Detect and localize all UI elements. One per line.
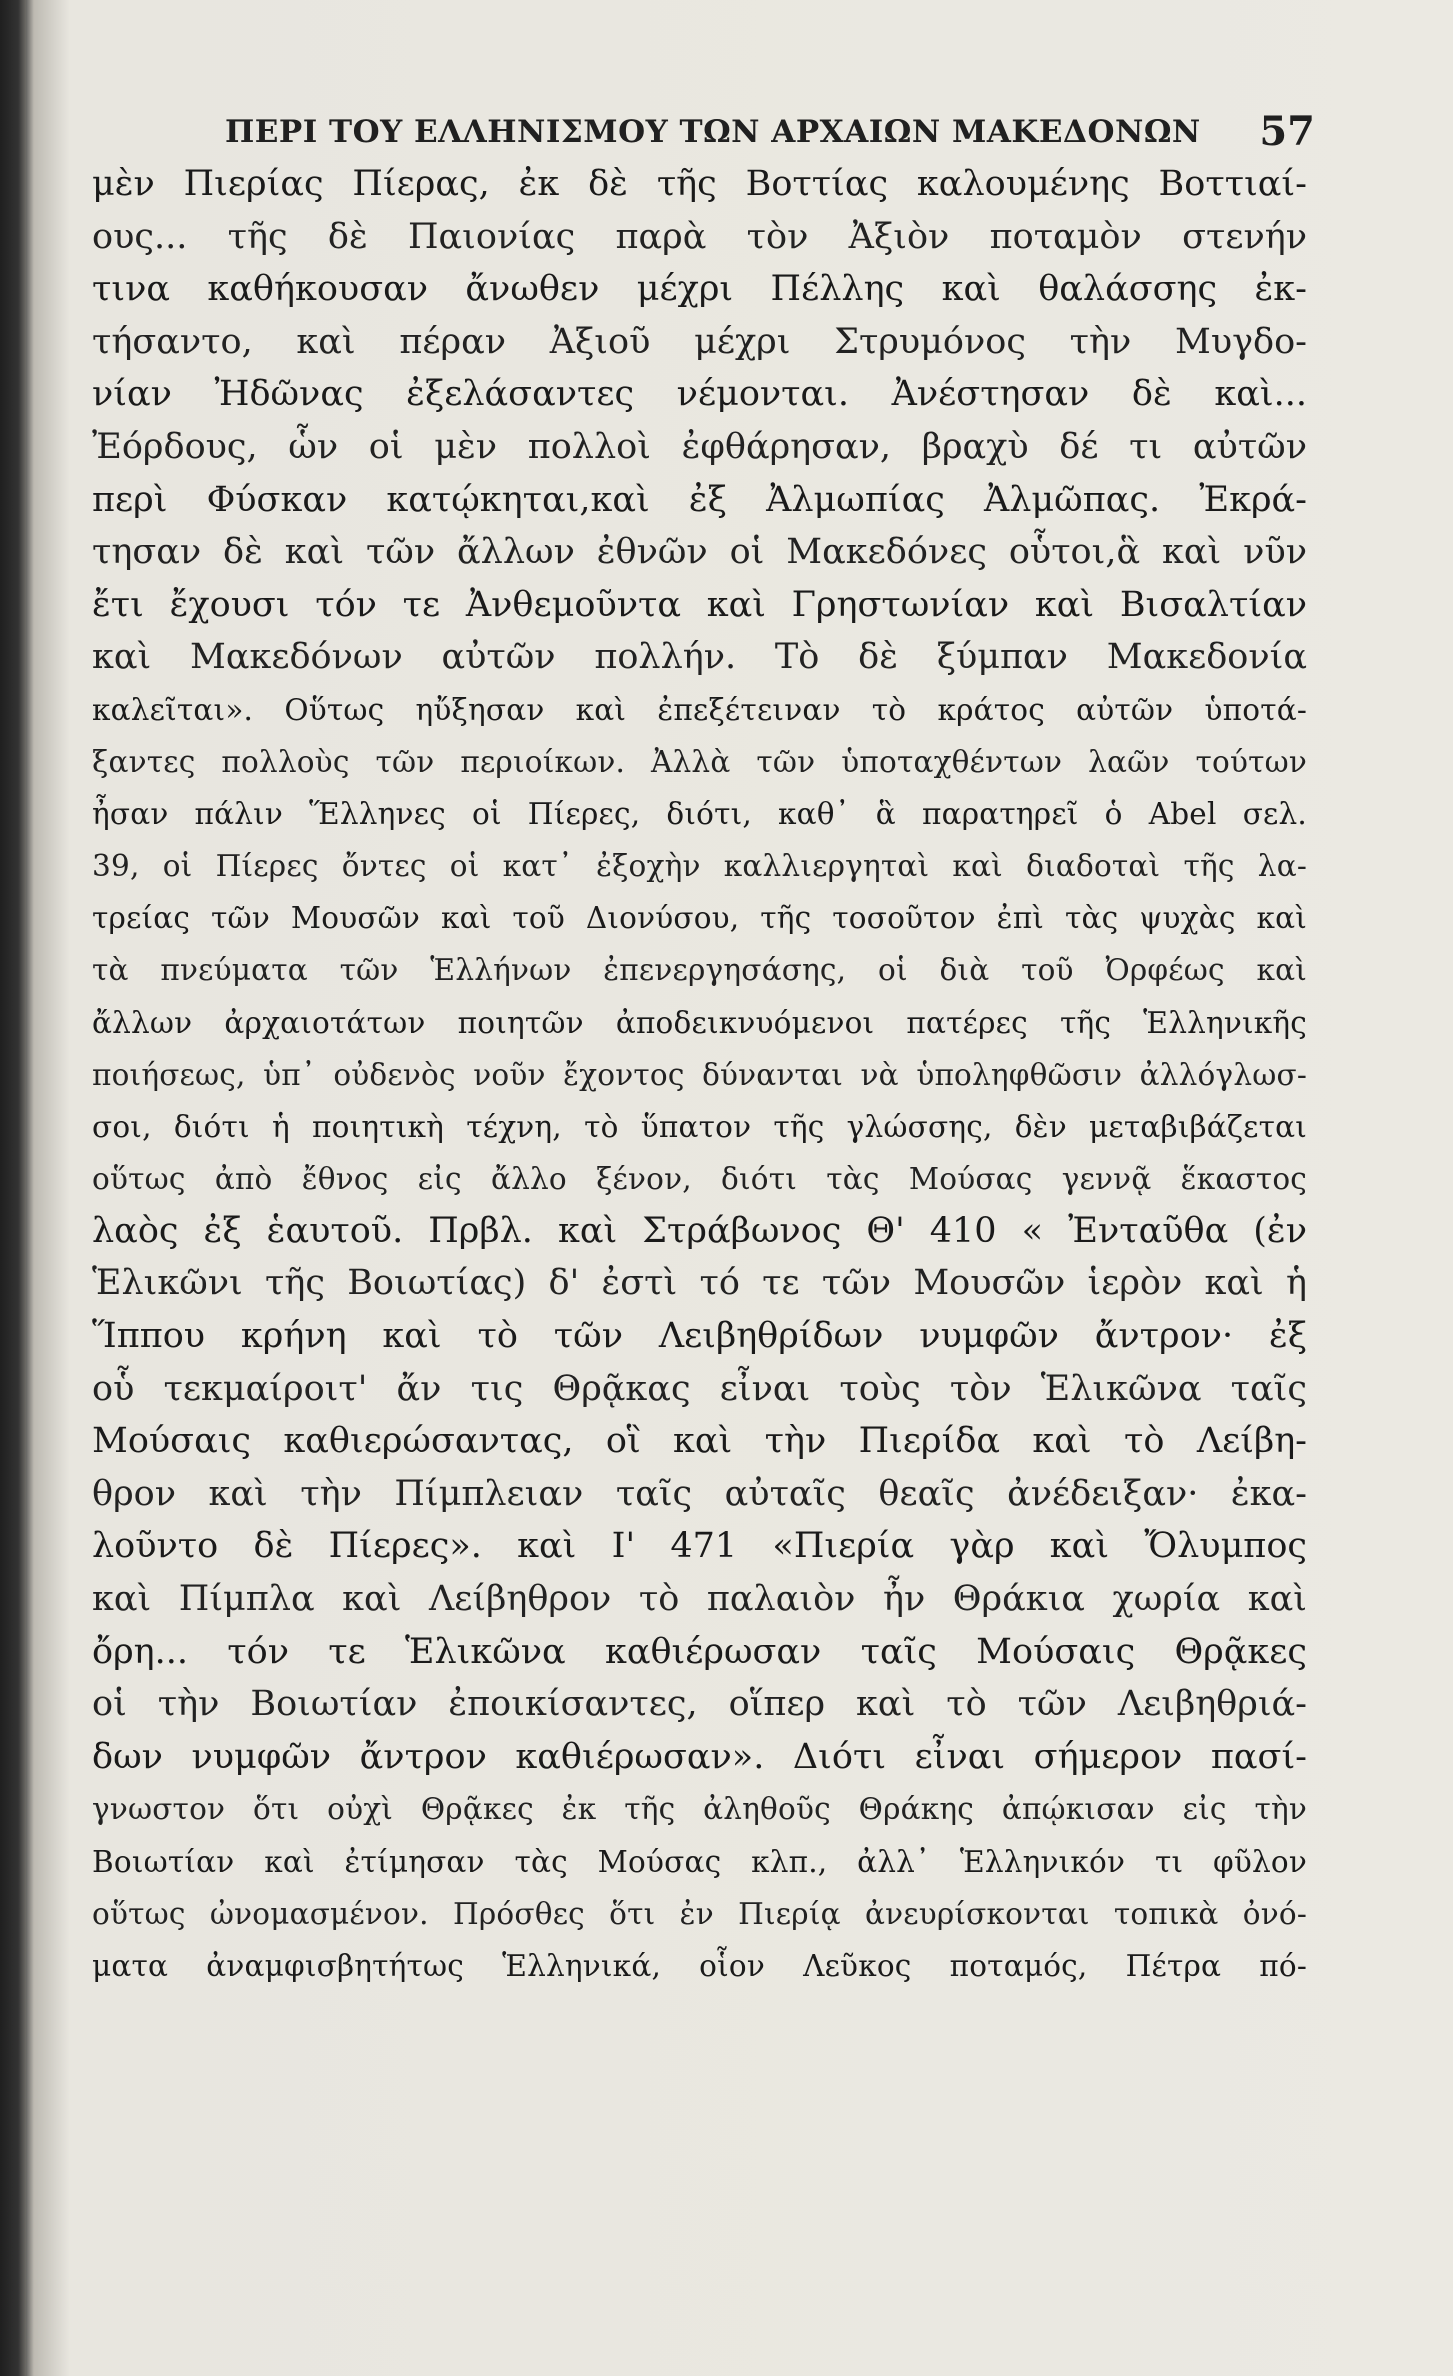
text-line: καὶ Πίμπλα καὶ Λείβηθρον τὸ παλαιὸν ἦν Θράκια χωρία καὶ (92, 1579, 1307, 1620)
text-line: δων νυμφῶν ἄντρον καθιέρωσαν». Διότι εἶναι σήμερον πασί- (92, 1736, 1307, 1777)
text-line: τινα καθήκουσαν ἄνωθεν μέχρι Πέλλης καὶ θαλάσσης ἐκ- (92, 269, 1307, 310)
text-line: Ἑλικῶνι τῆς Βοιωτίας) δ' ἐστὶ τό τε τῶν Μουσῶν ἱερὸν καὶ ἡ (92, 1263, 1307, 1304)
running-title: ΠΕΡΙ ΤΟΥ ΕΛΛΗΝΙΣΜΟΥ ΤΩΝ ΑΡΧΑΙΩΝ ΜΑΚΕΔΟΝΩΝ (225, 114, 1201, 150)
text-line: τρείας τῶν Μουσῶν καὶ τοῦ Διονύσου, τῆς τοσοῦτον ἐπὶ τὰς ψυχὰς καὶ (92, 901, 1307, 936)
text-line: τησαν δὲ καὶ τῶν ἄλλων ἐθνῶν οἱ Μακεδόνες οὗτοι,ἃ καὶ νῦν (92, 532, 1307, 573)
text-line: τήσαντο, καὶ πέραν Ἀξιοῦ μέχρι Στρυμόνος τὴν Μυγδο- (92, 321, 1307, 362)
text-line: Ἐόρδους, ὧν οἱ μὲν πολλοὶ ἐφθάρησαν, βραχὺ δέ τι αὐτῶν (92, 426, 1307, 467)
text-line: τὰ πνεύματα τῶν Ἑλλήνων ἐπενεργησάσης, οἱ διὰ τοῦ Ὀρφέως καὶ (92, 953, 1307, 988)
body-text (92, 158, 1307, 1992)
text-line: λοῦντο δὲ Πίερες». καὶ Ι' 471 «Πιερία γὰρ καὶ Ὄλυμπος (92, 1526, 1307, 1567)
page-header (225, 108, 1315, 158)
text-line: καὶ Μακεδόνων αὐτῶν πολλήν. Τὸ δὲ ξύμπαν Μακεδονία (92, 637, 1307, 678)
text-line: ἔτι ἔχουσι τόν τε Ἀνθεμοῦντα καὶ Γρηστωνίαν καὶ Βισαλτίαν (92, 584, 1307, 625)
text-line: γνωστον ὅτι οὐχὶ Θρᾷκες ἐκ τῆς ἀληθοῦς Θράκης ἀπῴκισαν εἰς τὴν (92, 1792, 1307, 1827)
text-line: θρον καὶ τὴν Πίμπλειαν ταῖς αὐταῖς θεαῖς ἀνέδειξαν· ἐκα- (92, 1473, 1307, 1514)
text-line: 39, οἱ Πίερες ὄντες οἱ κατ᾽ ἐξοχὴν καλλιεργηταὶ καὶ διαδοταὶ τῆς λα- (92, 849, 1307, 884)
text-line: Ἵππου κρήνη καὶ τὸ τῶν Λειβηθρίδων νυμφῶν ἄντρον· ἐξ (92, 1316, 1307, 1357)
text-line: ξαντες πολλοὺς τῶν περιοίκων. Ἀλλὰ τῶν ὑποταχθέντων λαῶν τούτων (92, 745, 1307, 780)
text-line: οὕτως ἀπὸ ἔθνος εἰς ἄλλο ξένον, διότι τὰς Μούσας γεννᾷ ἕκαστος (92, 1161, 1307, 1196)
text-line: ους... τῆς δὲ Παιονίας παρὰ τὸν Ἀξιὸν ποταμὸν στενήν (92, 216, 1307, 257)
text-line: ματα ἀναμφισβητήτως Ἑλληνικά, οἷον Λεῦκος ποταμός, Πέτρα πό- (92, 1948, 1307, 1983)
text-line: καλεῖται». Οὕτως ηὔξησαν καὶ ἐπεξέτειναν τὸ κράτος αὐτῶν ὑποτά- (92, 692, 1307, 727)
text-line: λαὸς ἐξ ἑαυτοῦ. Πρβλ. καὶ Στράβωνος Θ' 410 « Ἐνταῦθα (ἐν (92, 1210, 1307, 1251)
text-line: ἄλλων ἀρχαιοτάτων ποιητῶν ἀποδεικνυόμενοι πατέρες τῆς Ἑλληνικῆς (92, 1005, 1307, 1040)
text-line: Μούσαις καθιερώσαντας, οἳ καὶ τὴν Πιερίδα καὶ τὸ Λείβη- (92, 1421, 1307, 1462)
text-line: ποιήσεως, ὑπ᾽ οὐδενὸς νοῦν ἔχοντος δύνανται νὰ ὑποληφθῶσιν ἀλλόγλωσ- (92, 1057, 1307, 1092)
page-number: 57 (1259, 108, 1315, 155)
text-line: περὶ Φύσκαν κατῴκηται,καὶ ἐξ Ἀλμωπίας Ἀλμῶπας. Ἐκρά- (92, 479, 1307, 520)
text-line: νίαν Ἠδῶνας ἐξελάσαντες νέμονται. Ἀνέστησαν δὲ καὶ... (92, 374, 1307, 415)
binding-shadow (0, 0, 26, 2376)
text-line: ὄρη... τόν τε Ἑλικῶνα καθιέρωσαν ταῖς Μούσαις Θρᾷκες (92, 1631, 1307, 1672)
text-line: σοι, διότι ἡ ποιητικὴ τέχνη, τὸ ὕπατον τῆς γλώσσης, δὲν μεταβιβάζεται (92, 1109, 1307, 1144)
text-line: οὕτως ὠνομασμένον. Πρόσθες ὅτι ἐν Πιερίᾳ ἀνευρίσκονται τοπικὰ ὀνό- (92, 1896, 1307, 1931)
text-line: οὗ τεκμαίροιτ' ἄν τις Θρᾷκας εἶναι τοὺς τὸν Ἑλικῶνα ταῖς (92, 1368, 1307, 1409)
text-line: μὲν Πιερίας Πίερας, ἐκ δὲ τῆς Βοττίας καλουμένης Βοττιαί- (92, 164, 1307, 204)
text-line: Βοιωτίαν καὶ ἐτίμησαν τὰς Μούσας κλπ., ἀλλ᾽ Ἑλληνικόν τι φῦλον (92, 1844, 1307, 1879)
text-line: οἱ τὴν Βοιωτίαν ἐποικίσαντες, οἵπερ καὶ τὸ τῶν Λειβηθριά- (92, 1684, 1307, 1725)
text-line: ἦσαν πάλιν Ἕλληνες οἱ Πίερες, διότι, καθ᾽ ἃ παρατηρεῖ ὁ Abel σελ. (92, 797, 1307, 832)
